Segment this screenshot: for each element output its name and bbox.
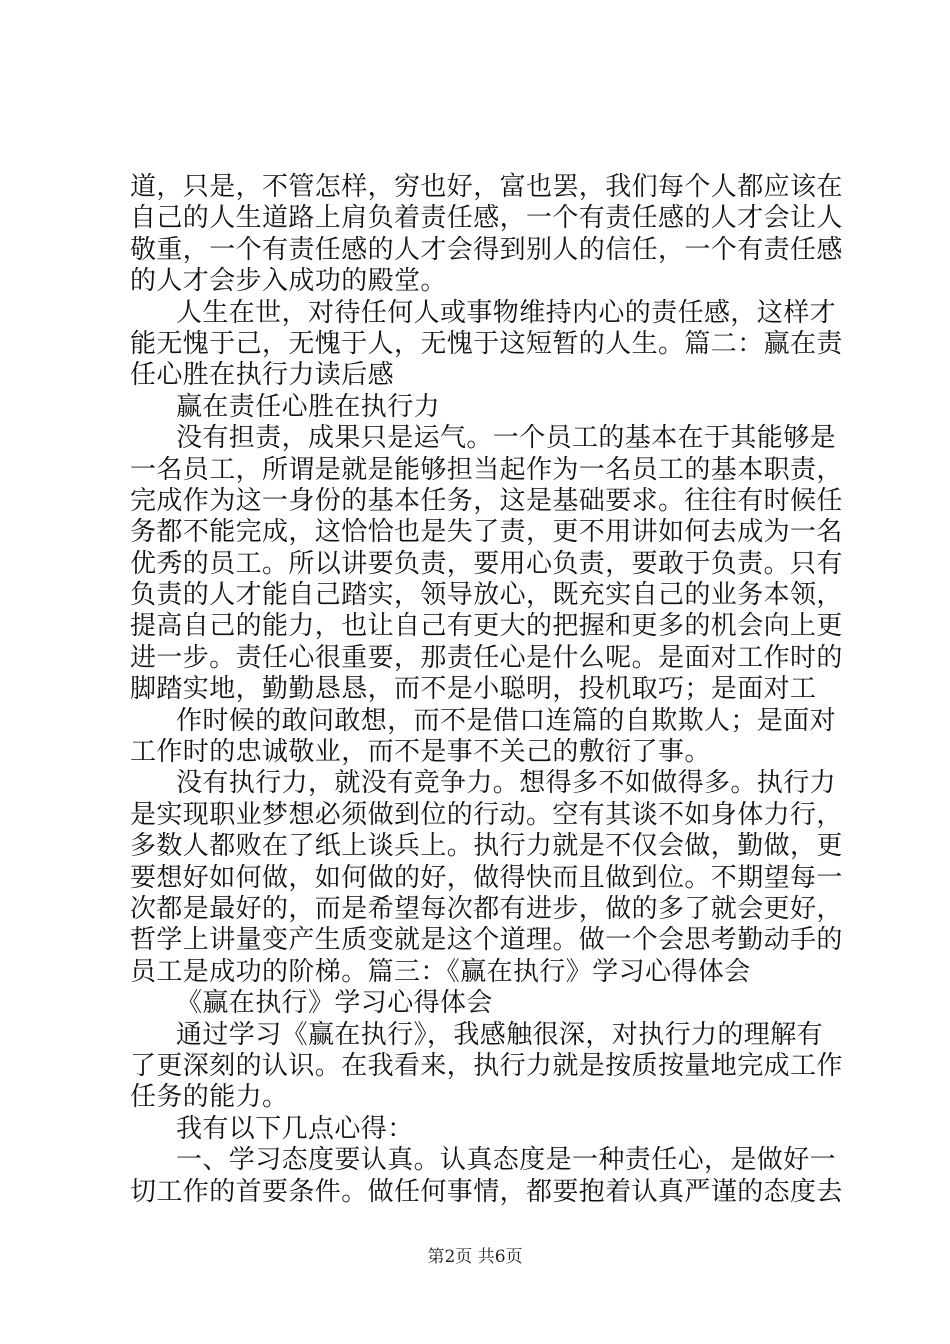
text-line: 一、学习态度要认真。认真态度是一种责任心，是做好一 [176, 1145, 837, 1176]
text-line: 进一步。责任心很重要，那责任心是什么呢。是面对工作时的 [130, 642, 843, 673]
text-line: 没有执行力，就没有竞争力。想得多不如做得多。执行力 [176, 768, 837, 799]
text-line: 赢在责任心胜在执行力 [176, 391, 441, 422]
text-line: 员工是成功的阶梯。篇三：《赢在执行》学习心得体会 [130, 956, 751, 987]
text-line: 工作时的忠诚敬业，而不是事不关己的敷衍了事。 [130, 737, 711, 768]
text-line: 完成作为这一身份的基本任务，这是基础要求。往往有时候任 [130, 485, 843, 516]
text-line: 任心胜在执行力读后感 [130, 360, 395, 391]
text-line: 了更深刻的认识。在我看来，执行力就是按质按量地完成工作 [130, 1050, 843, 1081]
text-line: 自己的人生道路上肩负着责任感，一个有责任感的人才会让人 [130, 203, 843, 234]
text-line: 能无愧于己，无愧于人，无愧于这短暂的人生。篇二：赢在责 [130, 328, 843, 359]
text-line: 切工作的首要条件。做任何事情，都要抱着认真严谨的态度去 [130, 1176, 843, 1207]
text-line: 负责的人才能自己踏实，领导放心，既充实自己的业务本领， [130, 580, 843, 611]
page-footer: 第2页 共6页 [427, 1247, 523, 1267]
text-line: 作时候的敢问敢想，而不是借口连篇的自欺欺人；是面对 [176, 705, 837, 736]
text-line: 一名员工，所谓是就是能够担当起作为一名员工的基本职责， [130, 454, 843, 485]
text-line: 优秀的员工。所以讲要负责，要用心负责，要敢于负责。只有 [130, 548, 843, 579]
text-line: 提高自己的能力，也让自己有更大的把握和更多的机会向上更 [130, 611, 843, 642]
text-line: 道，只是，不管怎样，穷也好，富也罢，我们每个人都应该在 [130, 172, 843, 202]
text-line: 通过学习《赢在执行》，我感触很深，对执行力的理解有 [176, 1019, 824, 1050]
text-line: 《赢在执行》学习心得体会 [176, 988, 493, 1019]
text-line: 我有以下几点心得： [176, 1113, 414, 1144]
text-line: 要想好如何做，如何做的好，做得快而且做到位。不期望每一 [130, 862, 843, 893]
text-line: 哲学上讲量变产生质变就是这个道理。做一个会思考勤动手的 [130, 925, 843, 956]
text-line: 的人才会步入成功的殿堂。 [130, 266, 447, 297]
text-line: 任务的能力。 [130, 1082, 289, 1113]
text-line: 是实现职业梦想必须做到位的行动。空有其谈不如身体力行， [130, 799, 843, 830]
text-line: 次都是最好的，而是希望每次都有进步，做的多了就会更好， [130, 893, 843, 924]
text-line: 脚踏实地，勤勤恳恳，而不是小聪明，投机取巧；是面对工 [130, 674, 817, 705]
text-line: 敬重，一个有责任感的人才会得到别人的信任，一个有责任感 [130, 234, 843, 265]
text-line: 人生在世，对待任何人或事物维持内心的责任感，这样才 [176, 297, 837, 328]
text-line: 务都不能完成，这恰恰也是失了责，更不用讲如何去成为一名 [130, 517, 843, 548]
text-line: 没有担责，成果只是运气。一个员工的基本在于其能够是 [176, 423, 837, 454]
document-body [130, 172, 843, 1208]
text-line: 多数人都败在了纸上谈兵上。执行力就是不仅会做，勤做，更 [130, 831, 843, 862]
